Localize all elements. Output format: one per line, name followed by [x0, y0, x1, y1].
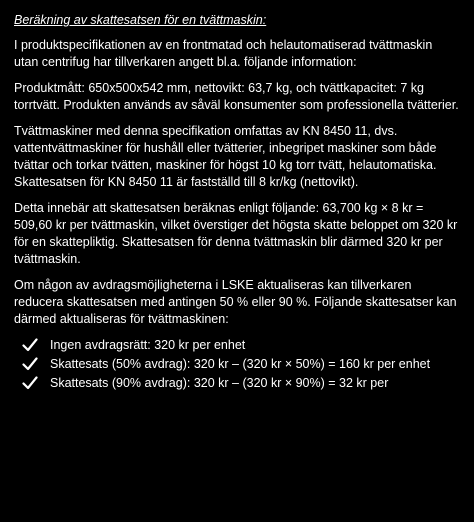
list-item [14, 356, 460, 373]
checkmark-icon [22, 357, 38, 371]
list-item-text: Skattesats (90% avdrag): 320 kr – (320 kr × 90%) = 32 kr per [50, 376, 389, 390]
paragraph-tax-calculation: Detta innebär att skattesatsen beräknas enligt följande: 63,700 kg × 8 kr = 509,60 kr per tvättmaskin, vilket överstiger det högsta skatte beloppet om 320 kr för en skattepliktig. Skattesatsen för denna tvättmaskin blir därmed 320 kr per tvättmaskin. [14, 201, 458, 266]
paragraph-kn-classification: Tvättmaskiner med denna specifikation omfattas av KN 8450 11, dvs. vattentvättmaskiner för hushåll eller tvätterier, inbegripet maskiner som både tvättar och torkar tvätten, maskiner för högst 10 kg torr tvätt, helautomatiska. Skattesatsen för KN 8450 11 är fastställd till 8 kr/kg (nettovikt). [14, 124, 437, 189]
deduction-list [14, 337, 460, 392]
document-heading: Beräkning av skattesatsen för en tvättmaskin: [14, 13, 267, 27]
checkmark-icon [22, 338, 38, 352]
list-item-text: Skattesats (50% avdrag): 320 kr – (320 kr × 50%) = 160 kr per enhet [50, 357, 431, 371]
paragraph-product-specs: Produktmått: 650x500x542 mm, nettovikt: 63,7 kg, och tvättkapacitet: 7 kg torrtvätt. Produkten används av såväl konsumenter som professionella tvätterier. [14, 81, 459, 112]
paragraph-intro: I produktspecifikationen av en frontmatad och helautomatiserad tvättmaskin utan centrifug har tillverkaren angett bl.a. följande information: [14, 38, 433, 69]
paragraph-deductions: Om någon av avdragsmöjligheterna i LSKE aktualiseras kan tillverkaren reducera skattesatsen med antingen 50 % eller 90 %. Följande skattesatser kan därmed aktualiseras för tvättmaskinen: [14, 278, 457, 326]
list-item [14, 375, 460, 392]
list-item-text: Ingen avdragsrätt: 320 kr per enhet [50, 338, 246, 352]
list-item [14, 337, 460, 354]
checkmark-icon [22, 376, 38, 390]
